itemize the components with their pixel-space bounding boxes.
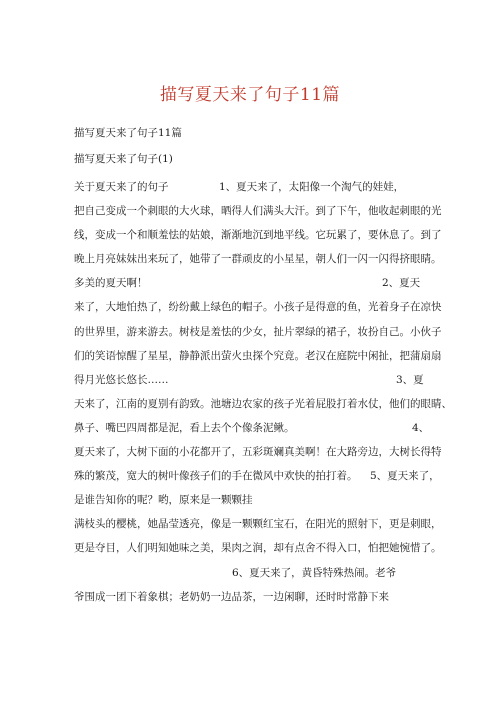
paragraph-line: 们的笑语惊醒了星星，静静派出萤火虫探个究竟。老汉在庭院中闲扯，把蒲扇扇 [74, 349, 442, 362]
paragraph-line: 线，变成一个和顺羞怯的姑娘，渐渐地沉到地平线。它玩累了，要休息了。到了 [74, 229, 442, 242]
section-heading: 描写夏天来了句子(1) [74, 153, 173, 165]
paragraph-line: 夏天来了，大树下面的小花都开了，五彩斑斓真美啊！在大路旁边，大树长得特 [74, 446, 442, 459]
paragraph-line: 天来了，江南的夏别有韵致。池塘边农家的孩子光着屁股打着水仗，他们的眼睛、 [74, 397, 452, 410]
paragraph-line: 是谁告知你的呢？哟，原来是一颗颗挂 [74, 494, 253, 507]
paragraph-line: 晚上月亮妹妹出来玩了，她带了一群顽皮的小星星，朝人们一闪一闪得挤眼睛。 [74, 253, 442, 266]
paragraph-line: 满枝头的樱桃，她晶莹透亮，像是一颗颗红宝石，在阳光的照射下，更是刺眼， [74, 518, 442, 531]
paragraph-line: 殊的繁茂，宽大的树叶像孩子们的手在微风中欢快的拍打着。 5、夏天来了， [74, 470, 440, 483]
paragraph-line: 6、夏天来了，黄昏特殊热闹。老爷 [232, 566, 397, 579]
paragraph-line: 的世界里，游来游去。树枝是羞怯的少女，扯片翠绿的裙子，妆扮自己。小伙子 [74, 325, 442, 338]
paragraph-line: 更是夺目，人们明知她味之美，果肉之润，却有点舍不得入口，怕把她惋惜了。 [74, 542, 442, 555]
paragraph-line: 把自己变成一个刺眼的大火球，晒得人们满头大汗。到了下午，他收起刺眼的光 [74, 205, 442, 218]
document-body [74, 175, 452, 609]
paragraph-line: 来了，大地怕热了，纷纷戴上绿色的帽子。小孩子是得意的鱼，光着身子在凉快 [74, 301, 442, 314]
document-title: 描写夏天来了句子11篇 [159, 85, 341, 105]
paragraph-line: 多美的夏天啊！ 2、夏天 [74, 277, 421, 290]
paragraph-line: 关于夏天来了的句子 1、夏天来了，太阳像一个淘气的娃娃， [74, 181, 405, 193]
paragraph-line: 得月光悠长悠长…… 3、夏 [74, 373, 424, 386]
paragraph-line: 鼻子、嘴巴四周都是泥，看上去个个像条泥鳅。 4、 [74, 421, 430, 434]
document-subtitle: 描写夏天来了句子11篇 [74, 127, 182, 139]
paragraph-line: 爷围成一团下着象棋；老奶奶一边品茶，一边闲聊，还时时常静下来 [74, 590, 389, 603]
